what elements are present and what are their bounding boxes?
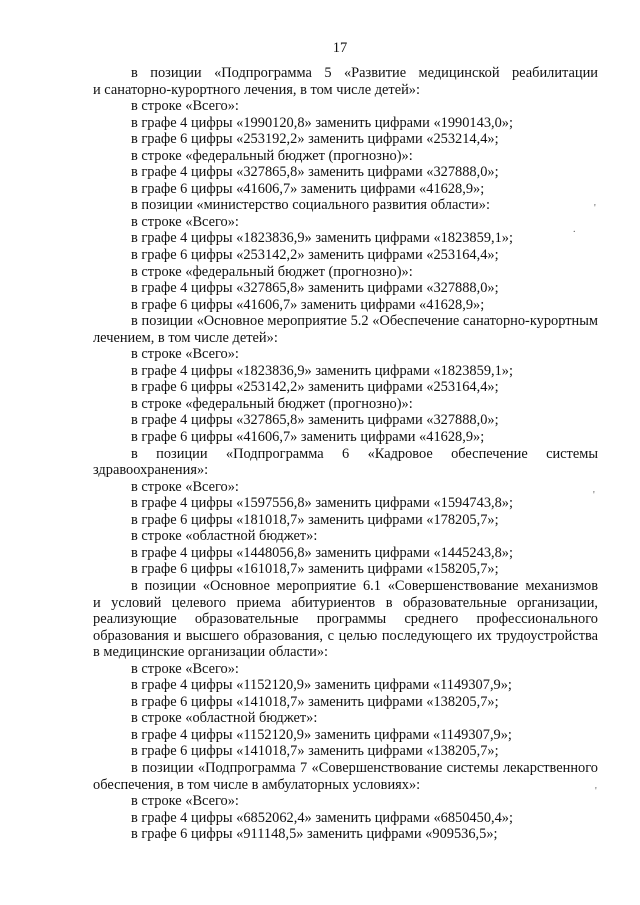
scan-mark: ' bbox=[593, 490, 595, 501]
text-line: в строке «федеральный бюджет (прогнозно)»: bbox=[131, 395, 413, 412]
text-line: в строке «областной бюджет»: bbox=[131, 528, 318, 545]
text-line: в позиции «министерство социального развития области»: bbox=[131, 197, 490, 214]
text-line: здравоохранения»: bbox=[93, 462, 209, 479]
text-line: в графе 4 цифры «1823836,9» заменить цифрами «1823859,1»; bbox=[131, 230, 513, 247]
text-line: в графе 4 цифры «6852062,4» заменить цифрами «6850450,4»; bbox=[131, 809, 513, 826]
text-line: в графе 4 цифры «327865,8» заменить цифрами «327888,0»; bbox=[131, 164, 499, 181]
text-line: в графе 4 цифры «1597556,8» заменить цифрами «1594743,8»; bbox=[131, 495, 513, 512]
scan-mark: ' bbox=[594, 203, 596, 214]
text-line: и условий целевого приема абитуриентов в образовательные организации, bbox=[93, 594, 598, 611]
text-line: и санаторно-курортного лечения, в том числе детей»: bbox=[93, 81, 420, 98]
text-line: в строке «Всего»: bbox=[131, 793, 239, 810]
text-line: в строке «Всего»: bbox=[131, 660, 239, 677]
text-line: в графе 6 цифры «41606,7» заменить цифрами «41628,9»; bbox=[131, 429, 485, 446]
text-line: обеспечения, в том числе в амбулаторных условиях»: bbox=[93, 776, 421, 793]
document-body bbox=[93, 65, 598, 843]
text-line: в позиции «Подпрограмма 5 «Развитие медицинской реабилитации bbox=[131, 65, 598, 81]
scan-mark: ' bbox=[595, 786, 597, 797]
scan-mark: . bbox=[573, 224, 576, 235]
text-line: в строке «федеральный бюджет (прогнозно)»: bbox=[131, 147, 413, 164]
text-line: в позиции «Подпрограмма 6 «Кадровое обеспечение системы bbox=[131, 445, 598, 462]
text-line: в графе 4 цифры «327865,8» заменить цифрами «327888,0»; bbox=[131, 280, 499, 297]
text-line: образования и высшего образования, с целью последующего их трудоустройства bbox=[93, 627, 598, 644]
text-line: реализующие образовательные программы среднего профессионального bbox=[93, 611, 598, 628]
text-line: в графе 6 цифры «253142,2» заменить цифрами «253164,4»; bbox=[131, 247, 499, 264]
text-line: в строке «Всего»: bbox=[131, 213, 239, 230]
text-line: в графе 4 цифры «1152120,9» заменить цифрами «1149307,9»; bbox=[131, 726, 512, 743]
text-line: в строке «областной бюджет»: bbox=[131, 710, 318, 727]
text-line: в строке «федеральный бюджет (прогнозно)»: bbox=[131, 263, 413, 280]
text-line: в позиции «Подпрограмма 7 «Совершенствование системы лекарственного bbox=[131, 759, 598, 776]
text-line: в графе 4 цифры «1823836,9» заменить цифрами «1823859,1»; bbox=[131, 362, 513, 379]
text-line: в графе 4 цифры «1990120,8» заменить цифрами «1990143,0»; bbox=[131, 114, 513, 131]
text-line: в графе 6 цифры «161018,7» заменить цифрами «158205,7»; bbox=[131, 561, 499, 578]
text-line: в графе 6 цифры «253142,2» заменить цифрами «253164,4»; bbox=[131, 379, 499, 396]
text-line: в графе 4 цифры «1152120,9» заменить цифрами «1149307,9»; bbox=[131, 677, 512, 694]
text-line: в графе 6 цифры «41606,7» заменить цифрами «41628,9»; bbox=[131, 296, 485, 313]
text-line: в графе 6 цифры «41606,7» заменить цифрами «41628,9»; bbox=[131, 180, 485, 197]
text-line: в строке «Всего»: bbox=[131, 346, 239, 363]
text-line: в строке «Всего»: bbox=[131, 478, 239, 495]
page-number: 17 bbox=[332, 40, 348, 56]
text-line: в графе 6 цифры «141018,7» заменить цифрами «138205,7»; bbox=[131, 743, 499, 760]
text-line: в графе 6 цифры «253192,2» заменить цифрами «253214,4»; bbox=[131, 131, 499, 148]
text-line: в графе 4 цифры «327865,8» заменить цифрами «327888,0»; bbox=[131, 412, 499, 429]
text-line: лечением, в том числе детей»: bbox=[93, 329, 278, 346]
text-line: в строке «Всего»: bbox=[131, 98, 239, 115]
text-line: в медицинские организации области»: bbox=[93, 644, 329, 661]
text-line: в графе 4 цифры «1448056,8» заменить цифрами «1445243,8»; bbox=[131, 544, 513, 561]
text-line: в графе 6 цифры «911148,5» заменить цифрами «909536,5»; bbox=[131, 826, 498, 843]
text-line: в графе 6 цифры «181018,7» заменить цифрами «178205,7»; bbox=[131, 511, 499, 528]
text-line: в позиции «Основное мероприятие 5.2 «Обеспечение санаторно-курортным bbox=[131, 313, 598, 330]
text-line: в позиции «Основное мероприятие 6.1 «Совершенствование механизмов bbox=[131, 577, 598, 594]
text-line: в графе 6 цифры «141018,7» заменить цифрами «138205,7»; bbox=[131, 693, 499, 710]
